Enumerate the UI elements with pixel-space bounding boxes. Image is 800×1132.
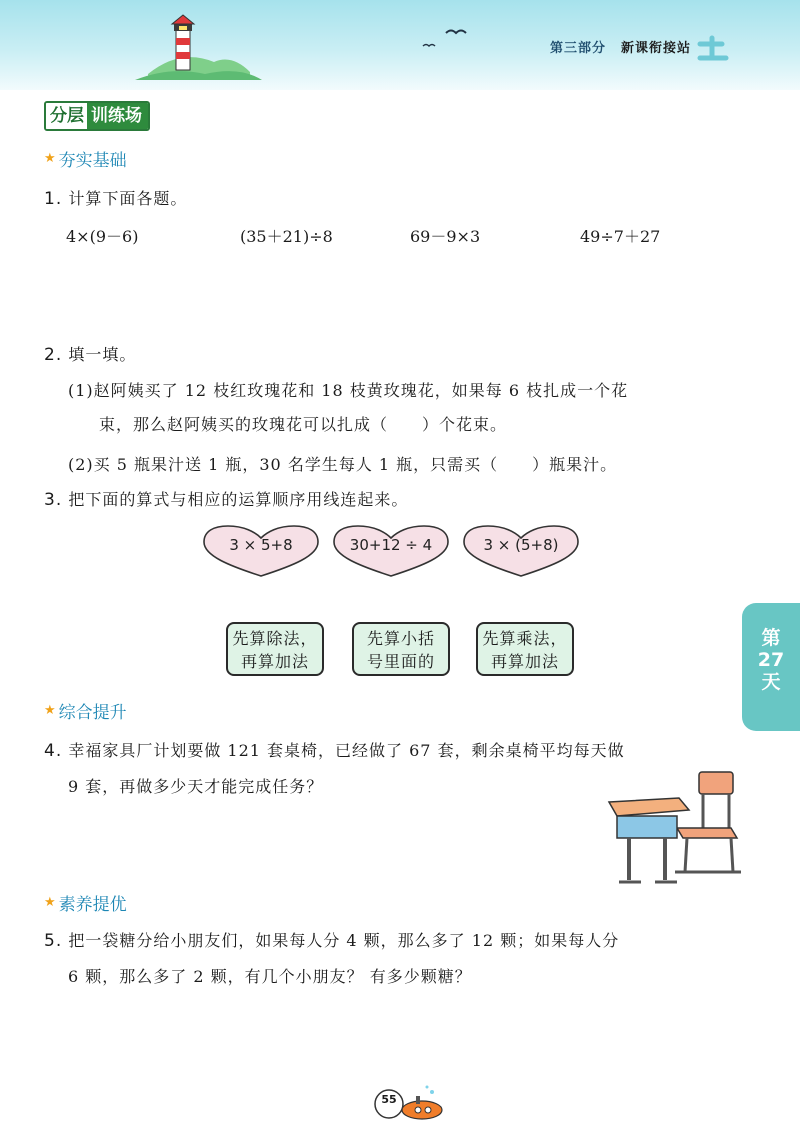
q2-sub2: (2)买 5 瓶果汁送 1 瓶，30 名学生每人 1 瓶，只需买（ ）瓶果汁。 [68, 455, 618, 474]
section-literacy-title: 素养提优 [58, 895, 127, 915]
day-tab [742, 603, 800, 731]
order-box-3[interactable] [476, 622, 574, 676]
day-tab-l3: 天 [761, 671, 781, 693]
day-tab-l2: 27 [757, 649, 785, 671]
heart-expr-3-text: 3 × (5+8) [483, 536, 559, 554]
q1-expr-4: 49÷7＋27 [580, 227, 661, 246]
star-icon: ★ [44, 151, 56, 166]
series-label: 新课衔接站 [621, 41, 692, 56]
order-box-1-line2: 再算加法 [240, 652, 309, 671]
q4-number: 4. [44, 741, 63, 761]
q5-line1: 把一袋糖分给小朋友们，如果每人分 4 颗，那么多了 12 颗；如果每人分 [68, 931, 620, 950]
section-advance [44, 698, 127, 723]
q1-number: 1. [44, 189, 63, 209]
order-box-3-line1: 先算乘法， [482, 629, 568, 648]
q5-number: 5. [44, 931, 63, 951]
page-header [0, 0, 800, 90]
order-box-3-line2: 再算加法 [490, 652, 559, 671]
section-basic-title: 夯实基础 [58, 151, 127, 171]
order-box-2-line1: 先算小括 [366, 629, 435, 648]
bird-icon [446, 31, 466, 34]
order-box-2-line2: 号里面的 [366, 652, 435, 671]
q3-number: 3. [44, 490, 63, 510]
question-2 [44, 342, 136, 365]
order-box-2[interactable] [352, 622, 450, 676]
q5-line2: 6 颗，那么多了 2 颗，有几个小朋友？ 有多少颗糖？ [68, 967, 472, 986]
heart-expr-2[interactable] [330, 522, 452, 580]
q1-expr-2: (35＋21)÷8 [240, 227, 333, 246]
part-label: 第三部分 [550, 41, 607, 56]
order-box-1-line1: 先算除法， [232, 629, 318, 648]
section-literacy [44, 890, 127, 915]
day-tab-l1: 第 [761, 627, 781, 649]
q1-text: 计算下面各题。 [68, 189, 188, 208]
heart-expr-1[interactable] [200, 522, 322, 580]
bird-icon [423, 45, 435, 47]
order-box-1[interactable] [226, 622, 324, 676]
q2-text: 填一填。 [68, 345, 137, 364]
q3-text: 把下面的算式与相应的运算顺序用线连起来。 [68, 490, 409, 509]
q1-expr-1: 4×(9－6) [66, 227, 139, 246]
badge-part1: 分层 [46, 103, 87, 129]
emblem-icon [700, 38, 726, 58]
page-number: 55 [381, 1093, 397, 1106]
star-icon: ★ [44, 895, 56, 910]
question-5 [44, 928, 619, 951]
badge-part2: 训练场 [87, 103, 148, 129]
q2-sub1-line1: (1)赵阿姨买了 12 枝红玫瑰花和 18 枝黄玫瑰花，如果每 6 枝扎成一个花 [68, 381, 629, 400]
q2-sub1-line2: 束，那么赵阿姨买的玫瑰花可以扎成（ ）个花束。 [99, 415, 508, 434]
heart-expr-2-text: 30+12 ÷ 4 [349, 536, 433, 554]
question-3 [44, 487, 408, 510]
section-advance-title: 综合提升 [58, 703, 127, 723]
section-basic [44, 146, 127, 171]
q4-line1: 幸福家具厂计划要做 121 套桌椅，已经做了 67 套，剩余桌椅平均每天做 [68, 741, 625, 760]
heart-expr-1-text: 3 × 5+8 [229, 536, 293, 554]
training-badge [44, 101, 150, 131]
question-1 [44, 186, 187, 209]
star-icon: ★ [44, 703, 56, 718]
q4-line2: 9 套，再做多少天才能完成任务？ [68, 777, 324, 796]
q2-number: 2. [44, 345, 63, 365]
desk-chair-illustration [605, 768, 745, 892]
q1-expr-3: 69－9×3 [410, 227, 481, 246]
heart-expr-3[interactable] [460, 522, 582, 580]
question-4 [44, 738, 625, 761]
